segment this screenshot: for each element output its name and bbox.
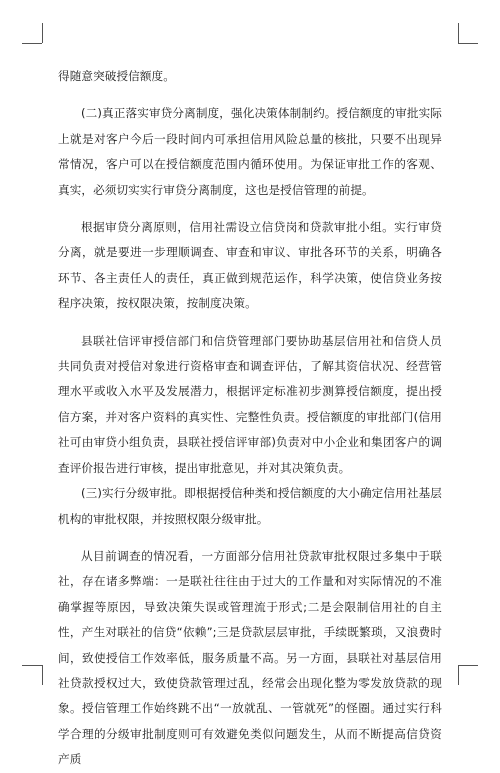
paragraph: 县联社信评审授信部门和信贷管理部门要协助基层信用社和信贷人员共同负责对授信对象进行资格审查和调查评估，了解其资信状况、经营管理水平或收入水平及发展潜力，根据评定标准初步测算授信额度，提出授信方案，并对客户资料的真实性、完整性负责。授信额度的审批部门(信用社可由审贷小组负责，县联社授信评审部)负责对中小企业和集团客户的调查评价报告进行审核，提出审批意见，并对其决策负责。 [58, 333, 442, 475]
paragraph: 得随意突破授信额度。 [58, 69, 175, 83]
crop-mark [42, 665, 43, 685]
crop-mark [42, 23, 43, 43]
crop-mark [458, 665, 478, 666]
paragraph: 根据审贷分离原则，信用社需设立信贷岗和贷款审批小组。实行审贷分离，就是要进一步理顺调查、审查和审议、审批各环节的关系，明确各环节、各主责任人的责任，真正做到规范运作，科学决策，使信贷业务按程序决策，按权限决策，按制度决策。 [58, 220, 442, 311]
crop-mark [458, 665, 459, 685]
paragraph: (二)真正落实审贷分离制度，强化决策体制制约。授信额度的审批实际上就是对客户今后一段时间内可承担信用风险总量的核批，只要不出现异常情况，客户可以在授信额度范围内循环使用。为保证审批工作的客观、真实，必须切实实行审贷分离制度，这也是授信管理的前提。 [58, 106, 442, 197]
crop-mark [458, 23, 459, 43]
crop-mark [22, 43, 42, 44]
crop-mark [22, 665, 42, 666]
document-body [58, 64, 442, 773]
crop-mark [458, 43, 478, 44]
paragraph: (三)实行分级审批。即根据授信种类和授信额度的大小确定信用社基层机构的审批权限，并按照权限分级审批。 [58, 486, 442, 526]
paragraph: 从目前调查的情况看，一方面部分信用社贷款审批权限过多集中于联社，存在诸多弊端：一是联社往往由于过大的工作量和对实际情况的不准确掌握等原因，导致决策失误或管理流于形式;二是会限制信用社的自主性，产生对联社的信贷“依赖”;三是贷款层层审批，手续既繁琐，又浪费时间，致使授信工作效率低，服务质量不高。另一方面，县联社对基层信用社贷款授权过大，致使贷款管理过乱，经常会出现化整为零发放贷款的现象。授信管理工作始终跳不出“一放就乱、一管就死”的怪圈。通过实行科学合理的分级审批制度则可有效避免类似问题发生，从而不断提高信贷资产质 [58, 548, 442, 767]
